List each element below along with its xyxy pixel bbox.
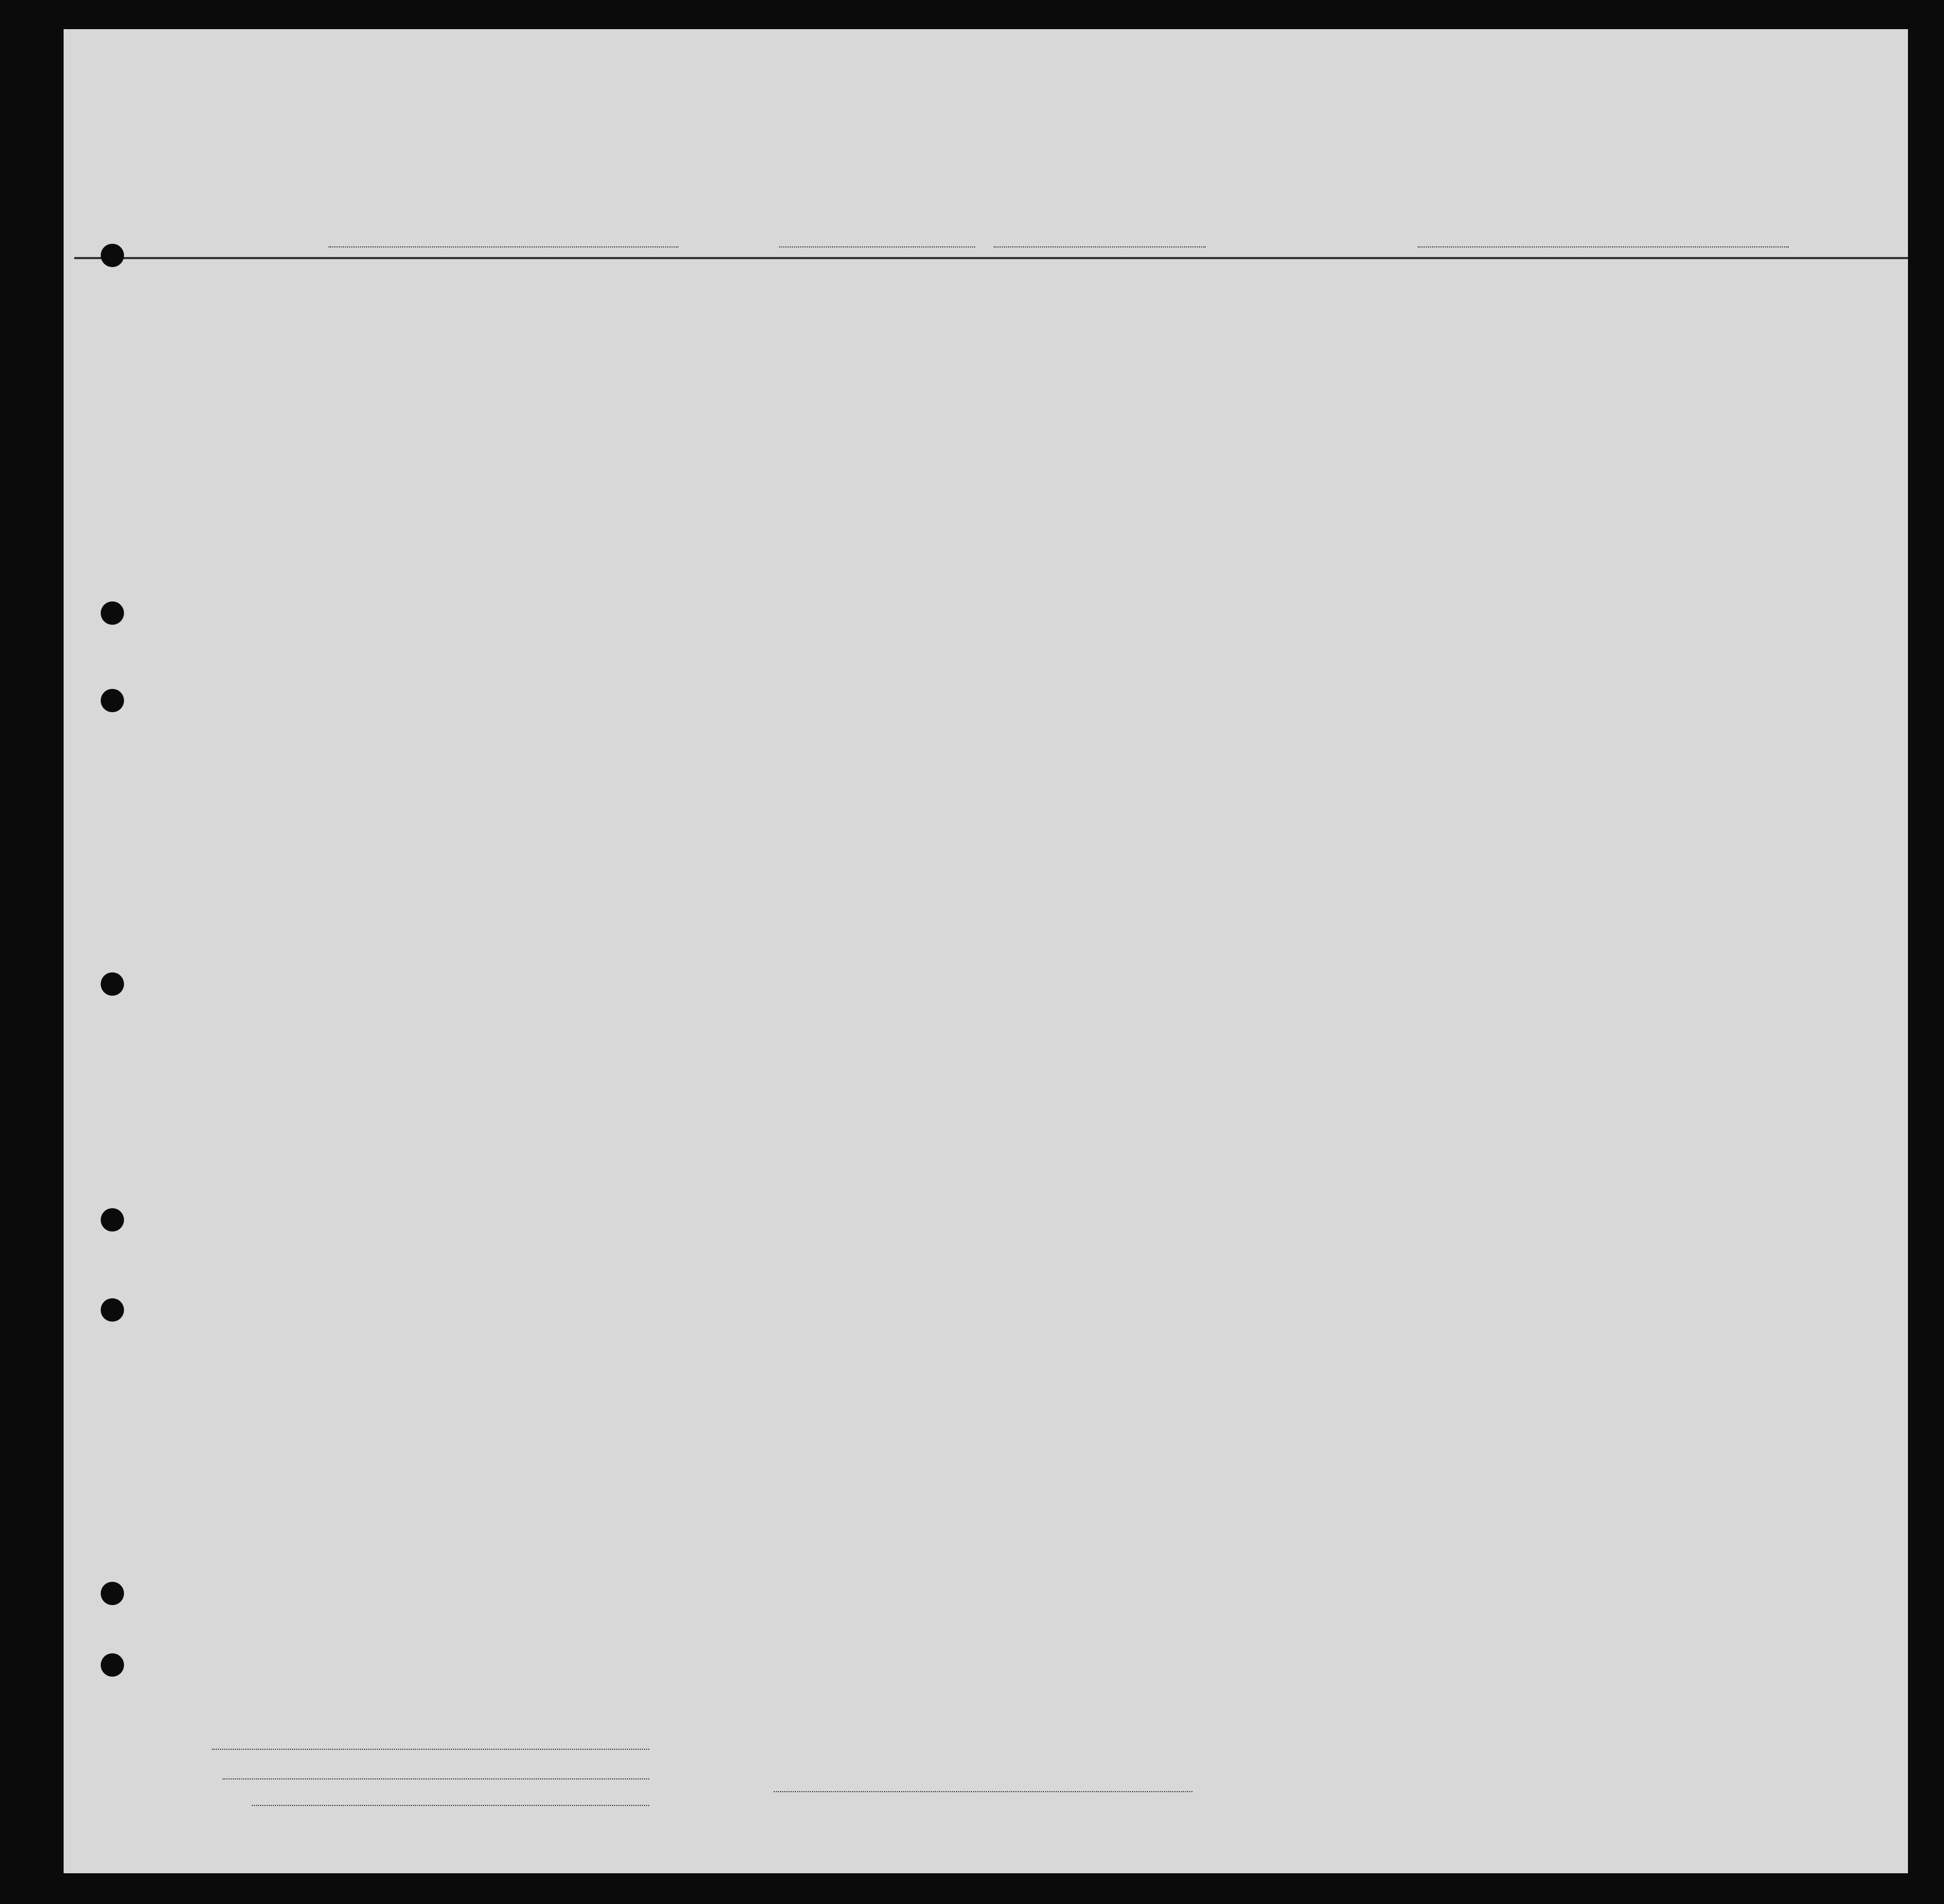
punch-hole	[101, 1298, 124, 1322]
manifest-table-grid	[64, 29, 1908, 1873]
punch-hole	[101, 244, 124, 267]
punch-hole	[101, 1582, 124, 1605]
punch-hole	[101, 972, 124, 996]
punch-hole	[101, 1208, 124, 1232]
punch-hole	[101, 689, 124, 712]
manifest-sheet	[64, 29, 1908, 1873]
punch-hole	[101, 601, 124, 625]
punch-hole	[101, 1653, 124, 1677]
